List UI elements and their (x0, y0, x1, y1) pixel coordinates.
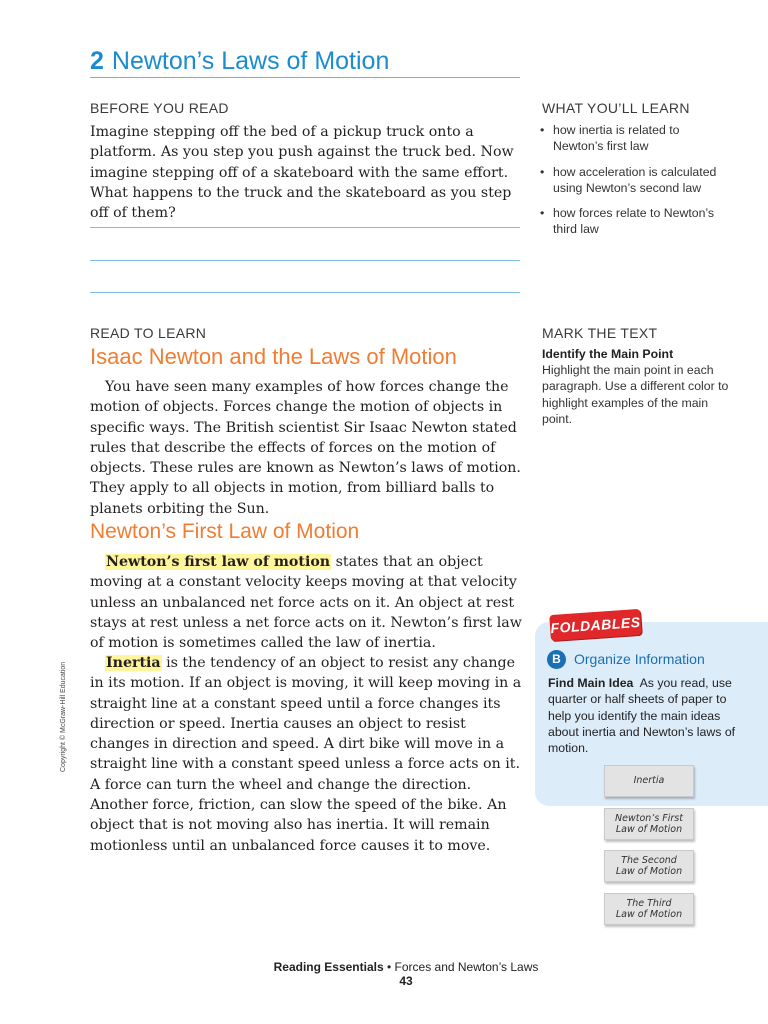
foldable-tab: Inertia (604, 765, 694, 797)
first-law-paragraph: Newton’s first law of motion states that an object moving at a constant velocity keeps moving at that velocity unless an unbalanced net force acts on it. An object at rest stays at rest unless a net force acts on it. Newton’s first law of motion is sometimes called the law of inertia. (90, 554, 522, 652)
foldable-tab: Newton’s First Law of Motion (604, 808, 694, 840)
read-to-learn-heading: READ TO LEARN (90, 325, 207, 341)
mark-the-text-heading: MARK THE TEXT (542, 325, 658, 341)
title-divider (90, 77, 520, 78)
answer-line[interactable] (90, 260, 520, 261)
first-law-heading: Newton’s First Law of Motion (90, 520, 360, 543)
foldable-tab: The Third Law of Motion (604, 893, 694, 925)
section-heading: Isaac Newton and the Laws of Motion (90, 344, 457, 369)
before-you-read-heading: BEFORE YOU READ (90, 100, 229, 116)
chapter-title: Forces and Newton’s Laws (394, 960, 539, 974)
page-number: 43 (399, 974, 413, 988)
lesson-title (90, 44, 520, 78)
foldables-heading: Organize Information (574, 651, 705, 667)
answer-line[interactable] (90, 227, 520, 228)
answer-line[interactable] (90, 292, 520, 293)
lesson-title-text: Newton’s Laws of Motion (111, 47, 390, 75)
learning-objective: • how acceleration is calculated using Newton’s second law (540, 164, 730, 197)
highlighted-term: Inertia (106, 655, 161, 671)
foldables-instructions: Find Main Idea As you read, use quarter or half sheets of paper to help you identify the main ideas about inertia and Newton’s laws of motion. (548, 676, 736, 756)
foldables-badge: B (547, 650, 566, 669)
foldables-logo: FOLDABLES (549, 609, 642, 641)
book-title: Reading Essentials (273, 960, 384, 974)
learning-objective: • how inertia is related to Newton’s first law (540, 122, 730, 155)
learning-objective: • how forces relate to Newton’s third law (540, 205, 730, 238)
foldable-tab: The Second Law of Motion (604, 850, 694, 882)
mark-the-text-subheading: Identify the Main Point (542, 347, 674, 361)
lesson-number: 2 (90, 47, 104, 75)
intro-paragraph: You have seen many examples of how forces change the motion of objects. Forces change the motion of objects in specific ways. The British scientist Sir Isaac Newton stated rules that describe the effects of forces on the motion of objects. These rules are known as Newton’s laws of motion. They apply to all objects in motion, from billiard balls to planets orbiting the Sun. (90, 379, 521, 517)
learning-objectives-list (540, 122, 730, 247)
inertia-paragraph: Inertia is the tendency of an object to resist any change in its motion. If an object is moving, it will keep moving in a straight line at a constant speed until a force changes its direction or speed. Inertia causes an object to resist changes in direction and speed. A dirt bike will move in a straight line with a constant speed unless a force acts on it. A force can turn the wheel and change the direction. Another force, friction, can slow the speed of the bike. An object that is not moving also has inertia. It will remain motionless until an unbalanced force causes it to move. (90, 655, 522, 854)
before-you-read-text: Imagine stepping off the bed of a pickup truck onto a platform. As you step you push against the truck bed. Now imagine stepping off of a skateboard with the same effort. What happens to the truck and the skateboard as you step off of them? (90, 124, 514, 222)
foldables-lead: Find Main Idea (548, 676, 634, 690)
page-footer: Reading Essentials • Forces and Newton’s Laws (273, 960, 539, 974)
highlighted-term: Newton’s first law of motion (106, 554, 331, 570)
mark-the-text-instructions: Highlight the main point in each paragraph. Use a different color to highlight examples of the main point. (542, 363, 729, 426)
copyright-notice: Copyright © McGraw-Hill Education (60, 661, 67, 772)
what-youll-learn-heading: WHAT YOU’LL LEARN (542, 100, 690, 116)
